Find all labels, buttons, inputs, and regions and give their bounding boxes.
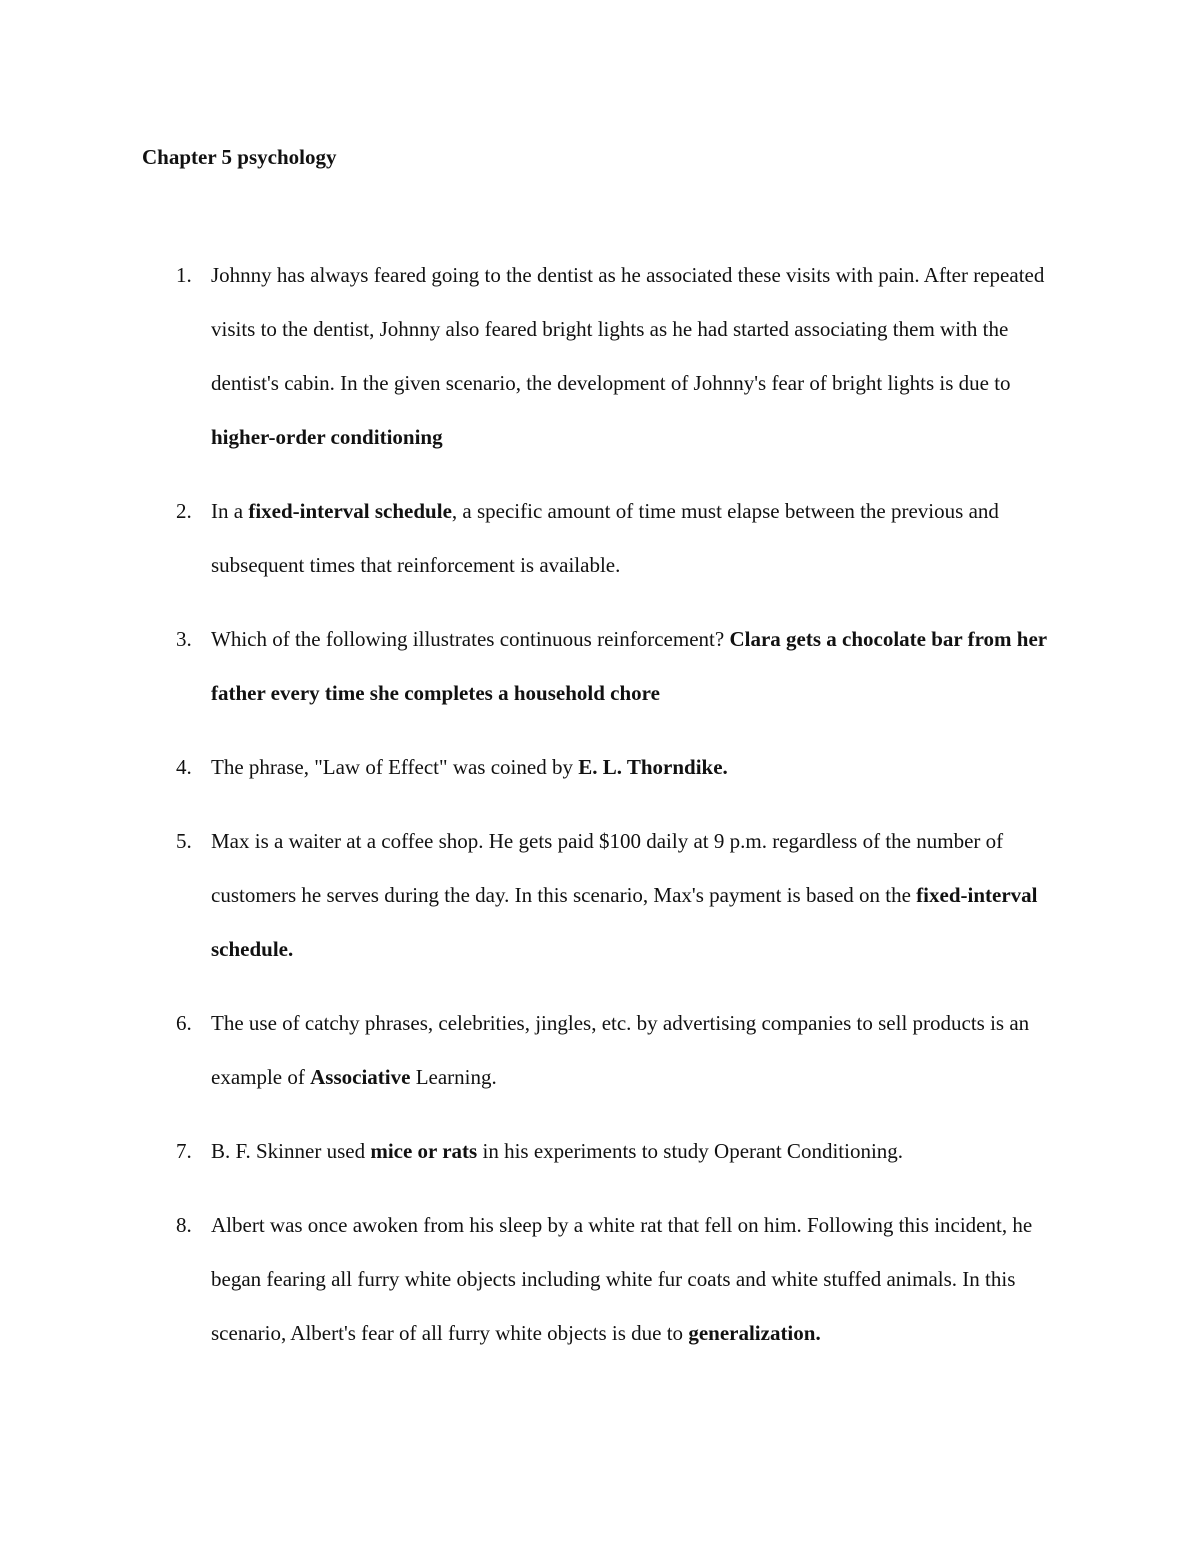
question-item bbox=[0, 484, 1200, 592]
question-text-segment: Albert was once awoken from his sleep by a white rat that fell on him. Following this incident, he began fearing all furry white objects including white fur coats and white stuffed animals. In this scenario, Albert's fear of all furry white objects is due to bbox=[211, 1213, 1033, 1345]
answer-text: mice or rats bbox=[370, 1139, 478, 1163]
question-number: 3. bbox=[176, 627, 192, 651]
question-text-segment: Max is a waiter at a coffee shop. He gets paid $100 daily at 9 p.m. regardless of the number of customers he serves during the day. In this scenario, Max's payment is based on the bbox=[211, 829, 1004, 907]
question-item bbox=[0, 1198, 1200, 1360]
question-item bbox=[0, 612, 1200, 720]
question-number: 6. bbox=[176, 1011, 192, 1035]
question-number: 4. bbox=[176, 755, 192, 779]
question-text-segment: The phrase, "Law of Effect" was coined by bbox=[211, 755, 579, 779]
question-text-segment: Which of the following illustrates continuous reinforcement? bbox=[211, 627, 730, 651]
question-text-segment: The use of catchy phrases, celebrities, jingles, etc. by advertising companies to sell products is an example of bbox=[211, 1011, 1030, 1089]
answer-text: Associative bbox=[310, 1065, 411, 1089]
answer-text: E. L. Thorndike. bbox=[578, 755, 728, 779]
answer-text: fixed-interval schedule bbox=[248, 499, 452, 523]
question-text-segment: In a bbox=[211, 499, 249, 523]
question-item bbox=[0, 740, 1200, 794]
question-number: 2. bbox=[176, 499, 192, 523]
question-text-segment: , a specific amount of time must elapse between the previous and subsequent times that reinforcement is available. bbox=[211, 499, 999, 577]
question-item bbox=[0, 248, 1200, 464]
question-text bbox=[211, 248, 1066, 464]
document-title: Chapter 5 psychology bbox=[142, 145, 337, 169]
question-number: 8. bbox=[176, 1213, 192, 1237]
answer-text: fixed-interval schedule. bbox=[211, 883, 1038, 961]
answer-text: higher-order conditioning bbox=[211, 425, 443, 449]
question-text bbox=[211, 996, 1066, 1104]
question-text bbox=[211, 612, 1066, 720]
answer-text: Clara gets a chocolate bar from her father every time she completes a household chore bbox=[211, 627, 1047, 705]
question-text bbox=[211, 1124, 1066, 1178]
question-text-segment: Learning. bbox=[410, 1065, 497, 1089]
question-text-segment: in his experiments to study Operant Conditioning. bbox=[477, 1139, 904, 1163]
question-number: 7. bbox=[176, 1139, 192, 1163]
question-item bbox=[0, 814, 1200, 976]
question-text bbox=[211, 484, 1066, 592]
question-text-segment: Johnny has always feared going to the dentist as he associated these visits with pain. After repeated visits to the dentist, Johnny also feared bright lights as he had started associating them with the dentist's cabin. In the given scenario, the development of Johnny's fear of bright lights is due to bbox=[211, 263, 1045, 395]
question-list bbox=[0, 248, 1200, 1380]
question-item bbox=[0, 1124, 1200, 1178]
question-text bbox=[211, 814, 1066, 976]
answer-text: generalization. bbox=[688, 1321, 821, 1345]
question-text bbox=[211, 1198, 1066, 1360]
question-number: 5. bbox=[176, 829, 192, 853]
question-text bbox=[211, 740, 1066, 794]
question-number: 1. bbox=[176, 263, 192, 287]
question-item bbox=[0, 996, 1200, 1104]
question-text-segment: B. F. Skinner used bbox=[211, 1139, 371, 1163]
